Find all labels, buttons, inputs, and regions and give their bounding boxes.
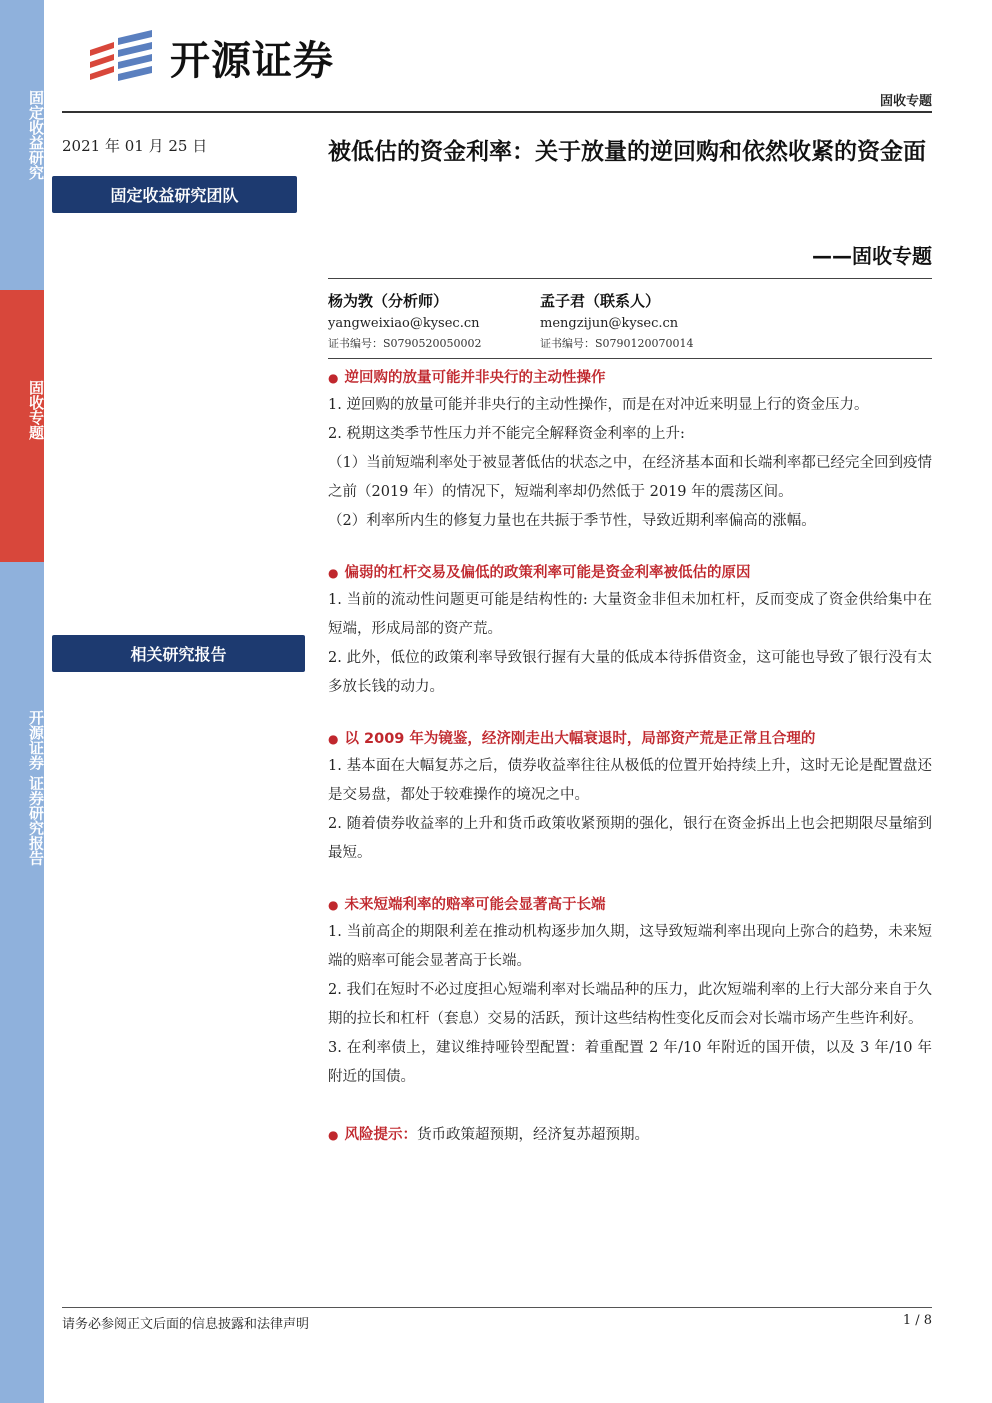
team-label: 固定收益研究团队 (52, 176, 297, 213)
risk-warning (328, 1122, 932, 1148)
sidebar (0, 0, 44, 1403)
section-4 (328, 892, 932, 1092)
section-heading (328, 726, 932, 752)
risk-text: 货币政策超预期，经济复苏超预期。 (416, 1127, 649, 1143)
paragraph: 2. 税期这类季节性压力并不能完全解释资金利率的上升: (328, 426, 685, 442)
report-title: 被低估的资金利率：关于放量的逆回购和依然收紧的资金面 (328, 139, 926, 165)
spacer (328, 702, 932, 726)
sidebar-label-bottom: 开源证券 证券研究报告 (27, 710, 45, 866)
report-date: 2021 年 01 月 25 日 (62, 137, 208, 155)
analyst-cert: 证书编号：S0790520050002 (328, 337, 482, 350)
paragraph: （2）利率所内生的修复力量也在共振于季节性，导致近期利率偏高的涨幅。 (328, 513, 816, 529)
kysec-logo-icon (88, 28, 158, 86)
paragraph: 2. 随着债券收益率的上升和货币政策收紧预期的强化，银行在资金拆出上也会把期限尽量缩到最短。 (328, 816, 932, 861)
related-reports-label: 相关研究报告 (52, 635, 305, 672)
footer-divider (62, 1307, 932, 1308)
footer-disclaimer: 请务必参阅正文后面的信息披露和法律声明 (62, 1317, 310, 1332)
bullet-icon: ● (328, 566, 339, 580)
brand-logo (88, 28, 334, 86)
bullet-icon: ● (328, 371, 339, 385)
spacer (328, 536, 932, 560)
paragraph: （1）当前短端利率处于被显著低估的状态之中，在经济基本面和长端利率都已经完全回到疫情之前（2019 年）的情况下，短端利率却仍然低于 2019 年的震荡区间。 (328, 455, 932, 500)
sidebar-label-top: 固定收益研究 (27, 90, 45, 180)
header-tag: 固收专题 (879, 94, 932, 109)
report-subtitle: ——固收专题 (812, 244, 932, 268)
analyst-email[interactable]: mengzijun@kysec.cn (540, 316, 679, 331)
section-3 (328, 726, 932, 868)
title-divider (328, 278, 932, 279)
analyst-cert: 证书编号：S0790120070014 (540, 337, 694, 350)
section-heading-text: 未来短端利率的赔率可能会显著高于长端 (344, 897, 606, 913)
paragraph: 3. 在利率债上，建议维持哑铃型配置：着重配置 2 年/10 年附近的国开债，以及 3 年/10 年附近的国债。 (328, 1040, 932, 1085)
page-number: 1 / 8 (902, 1313, 932, 1328)
bullet-icon: ● (328, 898, 339, 912)
spacer (328, 1092, 932, 1116)
bullet-icon: ● (328, 732, 339, 746)
analyst-2 (540, 290, 694, 351)
section-heading (328, 560, 932, 586)
section-2 (328, 560, 932, 702)
brand-name: 开源证券 (170, 37, 334, 84)
paragraph: 1. 当前的流动性问题更可能是结构性的: 大量资金非但未加杠杆，反而变成了资金供给集中在短端，形成局部的资产荒。 (328, 592, 932, 637)
spacer (328, 868, 932, 892)
section-heading-text: 偏弱的杠杆交易及偏低的政策利率可能是资金利率被低估的原因 (344, 565, 751, 581)
analyst-email[interactable]: yangweixiao@kysec.cn (328, 316, 480, 331)
bullet-icon: ● (328, 1128, 339, 1142)
paragraph: 1. 当前高企的期限利差在推动机构逐步加久期，这导致短端利率出现向上弥合的趋势，未来短端的赔率可能会显著高于长端。 (328, 924, 932, 969)
section-heading-text: 以 2009 年为镜鉴，经济刚走出大幅衰退时，局部资产荒是正常且合理的 (344, 731, 816, 747)
analyst-1 (328, 290, 482, 351)
section-heading (328, 365, 932, 391)
analyst-name: 孟子君（联系人） (540, 292, 661, 310)
paragraph: 2. 我们在短时不必过度担心短端利率对长端品种的压力，此次短端利率的上行大部分来自于久期的拉长和杠杆（套息）交易的活跃，预计这些结构性变化反而会对长端市场产生些许利好。 (328, 982, 932, 1027)
section-heading (328, 892, 932, 918)
paragraph: 1. 基本面在大幅复苏之后，债券收益率往往从极低的位置开始持续上升，这时无论是配置盘还是交易盘，都处于较难操作的境况之中。 (328, 758, 932, 803)
risk-label: 风险提示： (344, 1127, 417, 1143)
header-divider (62, 111, 932, 113)
paragraph: 2. 此外，低位的政策利率导致银行握有大量的低成本待拆借资金，这可能也导致了银行没有太多放长钱的动力。 (328, 650, 932, 695)
section-1 (328, 365, 932, 536)
analyst-name: 杨为敩（分析师） (328, 292, 449, 310)
analyst-divider (328, 358, 932, 359)
report-body (328, 365, 932, 1148)
section-heading-text: 逆回购的放量可能并非央行的主动性操作 (344, 370, 606, 386)
paragraph: 1. 逆回购的放量可能并非央行的主动性操作，而是在对冲近来明显上行的资金压力。 (328, 397, 869, 413)
sidebar-label-middle: 固收专题 (27, 380, 45, 440)
